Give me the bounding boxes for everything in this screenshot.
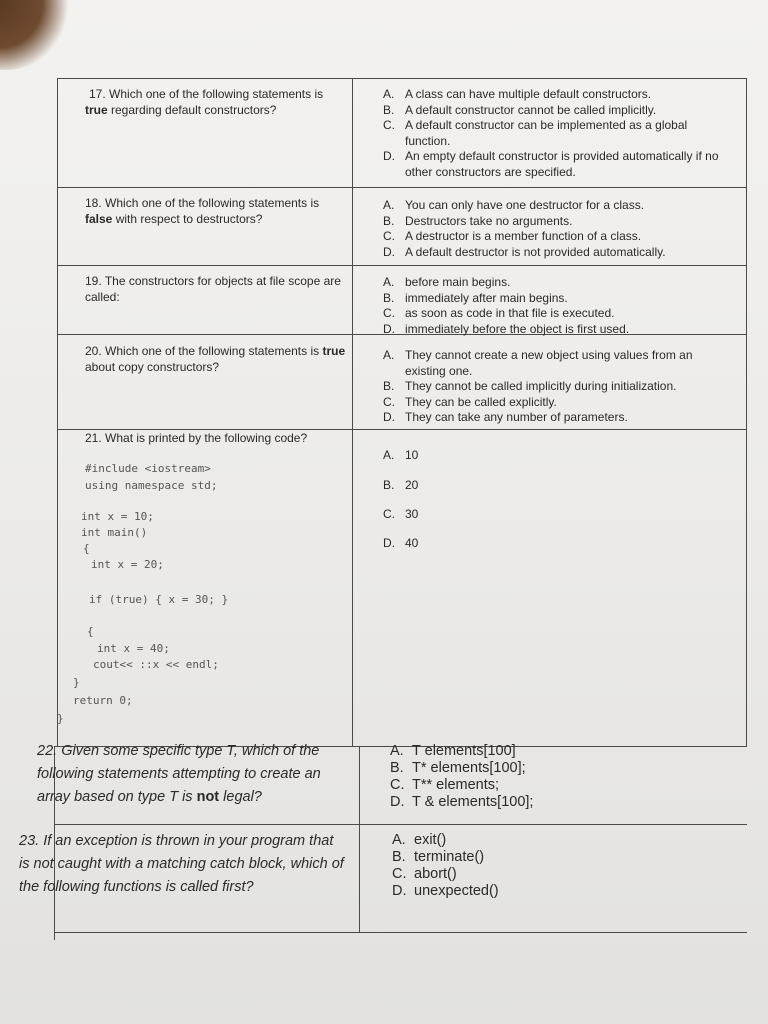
question-23	[19, 830, 347, 899]
answers-20	[383, 348, 733, 426]
answer-option[interactable]: A. You can only have one destructor for a class.	[383, 198, 645, 212]
answer-option[interactable]: C. A destructor is a member function of a class.	[383, 229, 642, 243]
row-divider-22	[54, 824, 747, 825]
question-number: 22.	[37, 743, 58, 759]
answer-option[interactable]: D. immediately before the object is first used.	[383, 321, 630, 336]
answer-option[interactable]: B. immediately after main begins.	[383, 290, 568, 305]
table-border-right	[746, 78, 747, 746]
question-text-end: legal?	[223, 789, 262, 805]
answer-option[interactable]: B. A default constructor cannot be called implicitly.	[383, 102, 657, 117]
question-number: 17.	[89, 87, 106, 101]
worksheet-table	[19, 78, 747, 940]
emphasis-word: true	[322, 344, 346, 358]
question-text-end: regarding default constructors?	[111, 102, 277, 117]
code-line: int x = 40;	[97, 642, 170, 655]
question-text: Which one of the following statements is	[105, 196, 320, 210]
answer-option[interactable]: B. terminate()	[392, 849, 485, 865]
code-line: int main()	[81, 526, 148, 539]
answer-option[interactable]: D. A default destructor is not provided automatically.	[383, 244, 666, 259]
question-text-end: with respect to destructors?	[115, 211, 263, 226]
answers-23	[392, 832, 692, 900]
answer-option[interactable]: C. A default constructor can be implemented as a global function.	[383, 118, 688, 148]
answer-option[interactable]: D. They can take any number of parameters.	[383, 410, 628, 424]
emphasis-word: not	[196, 789, 220, 805]
question-number: 18.	[85, 196, 102, 210]
answer-option[interactable]: D. An empty default constructor is provided automatically if no other constructors are specified.	[383, 149, 719, 179]
code-snippet	[57, 78, 352, 746]
code-line: {	[83, 542, 90, 555]
answer-option[interactable]: A. before main begins.	[383, 275, 511, 289]
answer-option[interactable]: C. They can be called explicitly.	[383, 394, 557, 409]
answers-22	[390, 743, 690, 811]
question-text: Which one of the following statements is	[109, 87, 324, 101]
emphasis-word: false	[85, 211, 113, 226]
question-number: 23.	[19, 833, 40, 849]
code-line: }	[57, 712, 64, 725]
answer-option[interactable]: B. Destructors take no arguments.	[383, 213, 573, 228]
answer-option[interactable]: B. They cannot be called implicitly during initialization.	[383, 379, 677, 393]
answers-21	[383, 448, 503, 565]
question-number: 19.	[85, 274, 102, 288]
answer-option[interactable]: A. 10	[383, 448, 419, 462]
code-line: if (true) { x = 30; }	[89, 593, 229, 606]
answer-option[interactable]: C. T** elements;	[390, 777, 500, 793]
answer-option[interactable]: B. T* elements[100];	[390, 760, 526, 776]
question-number: 21.	[85, 431, 102, 445]
answers-17	[383, 87, 733, 180]
answer-option[interactable]: A. T elements[100]	[390, 743, 516, 759]
question-text: The constructors for objects at file scope are called:	[85, 274, 341, 304]
row-divider-23	[54, 932, 747, 933]
code-line: int x = 10;	[81, 510, 154, 523]
question-text: If an exception is thrown in your program that is not caught with a matching catch block, which of the following functions is called first?	[19, 833, 344, 895]
answer-option[interactable]: A. A class can have multiple default constructors.	[383, 87, 652, 101]
question-text-end: about copy constructors?	[85, 359, 220, 374]
question-text: Which one of the following statements is	[105, 344, 320, 358]
code-line: }	[73, 676, 80, 689]
code-line: {	[87, 625, 94, 638]
column-divider	[352, 78, 353, 746]
question-text: Given some specific type T, which of the following statements attempting to create an array based on type T is	[37, 743, 321, 805]
code-line: return 0;	[73, 694, 133, 707]
code-line: int x = 20;	[91, 558, 164, 571]
answers-19	[383, 275, 733, 337]
answer-option[interactable]: C. abort()	[392, 866, 457, 882]
question-number: 20.	[85, 344, 102, 358]
code-line: using namespace std;	[85, 479, 218, 492]
answers-18	[383, 198, 733, 260]
answer-option[interactable]: C. as soon as code in that file is executed.	[383, 306, 615, 320]
column-divider-lower	[359, 746, 360, 932]
answer-option[interactable]: A. exit()	[392, 832, 447, 848]
answer-option[interactable]: D. unexpected()	[392, 883, 499, 899]
answer-option[interactable]: A. They cannot create a new object using values from an existing one.	[383, 348, 693, 378]
question-text: What is printed by the following code?	[105, 431, 308, 445]
question-22	[37, 740, 342, 809]
photo-shadow	[0, 0, 70, 70]
answer-option[interactable]: B. 20	[383, 478, 419, 492]
answer-option[interactable]: D. T & elements[100];	[390, 794, 534, 810]
code-line: #include <iostream>	[85, 462, 211, 475]
answer-option[interactable]: D. 40	[383, 536, 419, 550]
answer-option[interactable]: C. 30	[383, 507, 419, 521]
emphasis-word: true	[85, 102, 108, 117]
code-line: cout<< ::x << endl;	[93, 658, 219, 671]
